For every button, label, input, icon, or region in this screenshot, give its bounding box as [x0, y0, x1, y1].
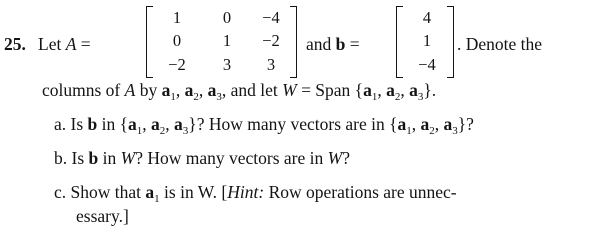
matrix-a-left-bracket — [146, 6, 153, 78]
subscript: 1 — [371, 91, 378, 103]
vector-b-left-bracket — [396, 6, 403, 78]
matrix-a-cell: 0 — [172, 31, 182, 50]
part-text: ? How many vectors are in — [135, 148, 324, 168]
equals-sign: = — [349, 34, 360, 54]
w-symbol: W — [120, 148, 136, 168]
subscript: 3 — [216, 91, 222, 103]
vector-a-symbol: a — [174, 114, 183, 134]
vector-a-symbol: a — [363, 80, 372, 100]
part-text: Is — [70, 114, 84, 134]
vector-b-cell: −4 — [418, 55, 436, 74]
denote-text: . Denote the — [457, 34, 543, 54]
w-symbol: W — [327, 148, 343, 168]
hint-label: Hint: — [227, 182, 265, 202]
part-label: b. — [54, 148, 68, 168]
and-word: and — [306, 34, 332, 54]
part-text: Show that — [70, 182, 142, 202]
vector-a-symbol: a — [128, 114, 137, 134]
vector-a-symbol: a — [386, 80, 395, 100]
equals-sign: = — [80, 34, 91, 54]
subscript: 2 — [394, 91, 401, 103]
matrix-a-cell: 1 — [172, 8, 182, 27]
part-c — [54, 182, 457, 203]
subscript: 2 — [429, 125, 435, 137]
let-word: Let — [38, 34, 62, 54]
part-text: Row operations are unnec- — [268, 182, 457, 202]
problem-number: 25. — [4, 34, 26, 54]
vector-b-right-bracket — [447, 6, 454, 78]
by-text: by — [139, 80, 158, 100]
vector-a-symbol: a — [420, 114, 430, 134]
part-text: in — [102, 148, 117, 168]
vector-b-cell: 1 — [422, 31, 432, 50]
matrix-a-symbol: A — [124, 80, 136, 100]
matrix-a-cell: 3 — [266, 55, 276, 74]
part-b — [54, 148, 350, 169]
let-text — [38, 34, 91, 55]
part-c-continuation: essary.] — [76, 206, 129, 226]
part-a: a. Is b in {$a_1$, $a_2$, $a_3$}? How many vectors are in {$a_1$, $a_2$, $a_3$}? — [54, 114, 474, 137]
vector-b-symbol: b — [335, 34, 346, 54]
columns-line: columns of A by $a_1$, $a_2$, $a_3$, and let W = Span {$a_1$, $a_2$, $a_3$}. — [42, 80, 437, 103]
subscript: 2 — [193, 91, 199, 103]
vector-b-cell: 4 — [422, 8, 432, 27]
subscript: 1 — [154, 193, 160, 205]
part-text: Is — [71, 148, 85, 168]
part-text: }? — [457, 114, 474, 134]
subscript: 1 — [406, 125, 412, 137]
vector-a-symbol: a — [443, 114, 453, 134]
matrix-a-cell: −4 — [262, 8, 280, 27]
matrix-a-right-bracket — [290, 6, 297, 78]
part-text: }? How many vectors are in { — [188, 114, 398, 134]
subscript: 1 — [136, 125, 143, 137]
subscript: 3 — [452, 125, 458, 137]
part-text: in { — [101, 114, 129, 134]
span-text: = Span { — [301, 80, 364, 100]
part-label: c. — [54, 182, 67, 202]
part-text: is in W. [ — [164, 182, 228, 202]
vector-a-symbol: a — [184, 80, 194, 100]
subscript: 3 — [417, 91, 424, 103]
vector-b-symbol: b — [88, 148, 99, 168]
vector-b-symbol: b — [87, 114, 98, 134]
subscript: 1 — [170, 91, 176, 103]
vector-a-symbol: a — [207, 80, 217, 100]
vector-a-symbol: a — [151, 114, 160, 134]
and-let-text: , and let — [221, 80, 278, 100]
vector-a-symbol: a — [161, 80, 171, 100]
vector-a-symbol: a — [397, 114, 407, 134]
matrix-a-cell: 0 — [222, 8, 232, 27]
subscript: 3 — [182, 125, 189, 137]
and-b-text — [306, 34, 360, 55]
w-symbol: W — [282, 80, 297, 100]
vector-a-symbol: a — [145, 182, 155, 202]
columns-text: columns of — [42, 80, 121, 100]
vector-a-symbol: a — [409, 80, 418, 100]
part-text: ? — [342, 148, 350, 168]
matrix-a-cell: 3 — [222, 55, 232, 74]
matrix-a-cell: −2 — [262, 31, 280, 50]
subscript: 2 — [159, 125, 166, 137]
matrix-a-cell: 1 — [222, 31, 232, 50]
part-label: a. — [54, 114, 67, 134]
matrix-a-cell: −2 — [168, 55, 186, 74]
matrix-a-symbol: A — [65, 34, 77, 54]
